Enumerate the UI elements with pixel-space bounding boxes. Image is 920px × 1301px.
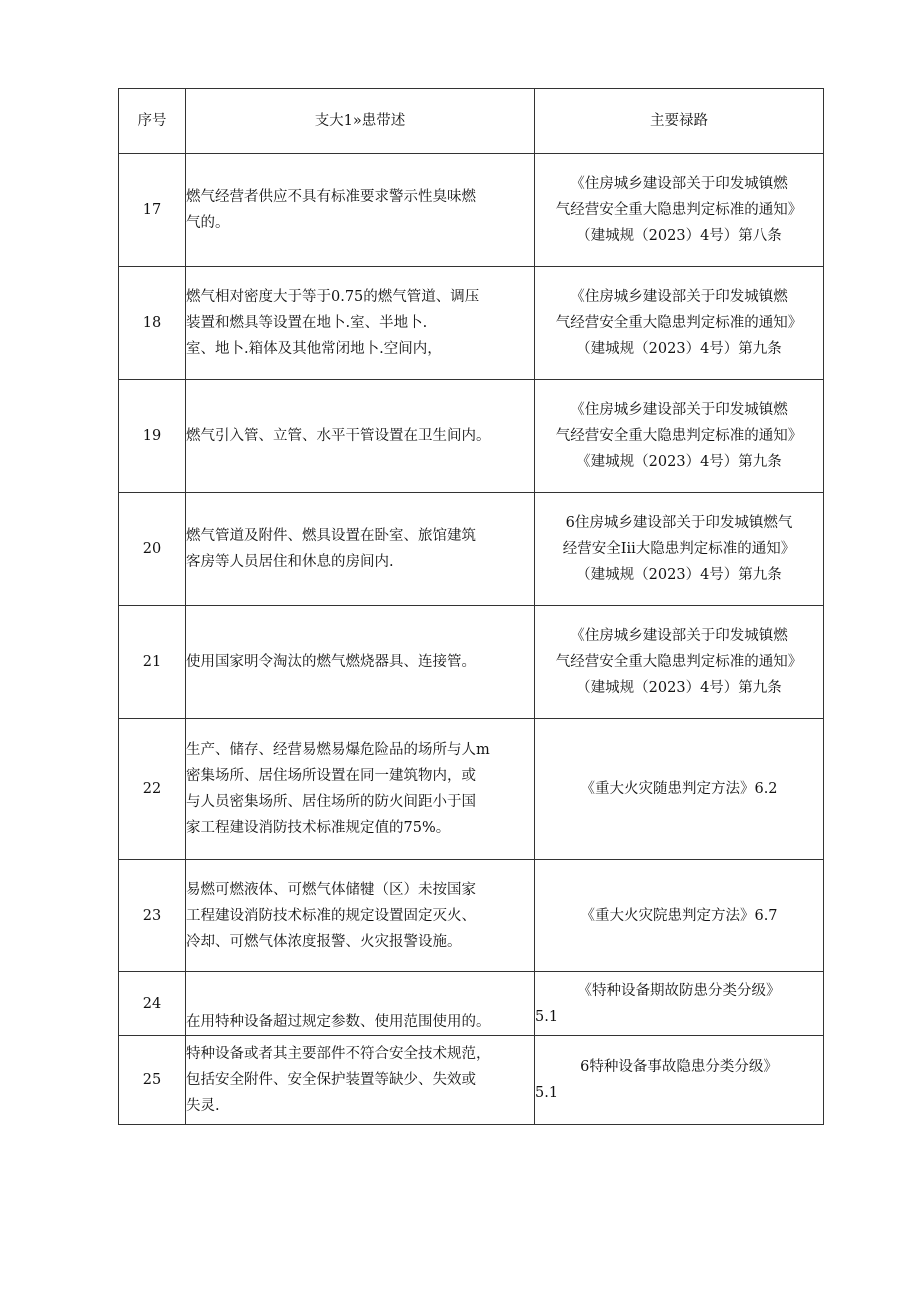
basis-line: 气经营安全重大隐患判定标准的通知》 — [555, 428, 803, 444]
desc-line: 室、地卜.箱体及其他常闭地卜.空间内， — [186, 341, 442, 357]
desc-line: 冷却、可燃气体浓度报警、火灾报警设施。 — [186, 933, 462, 950]
row-no: 25 — [119, 1036, 186, 1125]
row-no: 21 — [119, 606, 186, 719]
basis-line: 经营安全Iii大隐患判定标准的通知》 — [562, 541, 796, 557]
row-basis — [535, 493, 824, 606]
table-row — [119, 972, 824, 1036]
row-no: 20 — [119, 493, 186, 606]
desc-line: 气的。 — [186, 215, 230, 231]
hazard-table — [118, 88, 824, 1125]
desc-line: 燃气管道及附件、燃具设置在卧室、旅馆建筑 — [186, 528, 476, 544]
table-row — [119, 380, 824, 493]
basis-line: 《特种设备期故防患分类分级》 — [577, 982, 781, 999]
row-basis — [535, 154, 824, 267]
basis-line: 6特种设备事故隐患分类分级》 — [580, 1059, 778, 1075]
row-description — [186, 606, 535, 719]
basis-line: 《住房城乡建设部关于印发城镇燃 — [570, 628, 788, 644]
desc-line: 装置和燃具等设置在地卜.室、半地卜. — [186, 315, 428, 331]
basis-line: （建城规（2023）4号）第九条 — [576, 567, 782, 583]
row-no: 19 — [119, 380, 186, 493]
row-basis — [535, 860, 824, 972]
basis-line: 气经营安全重大隐患判定标准的通知》 — [555, 202, 803, 218]
basis-line: （建城规（2023）4号）第九条 — [576, 341, 782, 357]
basis-line: 《重大火灾院患判定方法》6.7 — [580, 907, 778, 924]
basis-line: 《住房城乡建设部关于印发城镇燃 — [570, 176, 788, 192]
row-basis — [535, 972, 824, 1036]
basis-line: （建城规（2023）4号）第九条 — [576, 680, 782, 696]
row-no: 24 — [119, 972, 186, 1036]
desc-line: 易燃可燃液体、可燃气体储犍（区）未按国家 — [186, 881, 476, 898]
basis-line: 气经营安全重大隐患判定标准的通知》 — [555, 654, 803, 670]
basis-line: 《住房城乡建设部关于印发城镇燃 — [570, 402, 788, 418]
row-basis — [535, 1036, 824, 1125]
table-row — [119, 719, 824, 860]
basis-line: （建城规（2023）4号）第八条 — [576, 228, 782, 244]
desc-line: 生产、储存、经营易燃易爆危险品的场所与人m — [186, 742, 490, 758]
table-row — [119, 1036, 824, 1125]
basis-line: 《建城规（2023）4号）第九条 — [576, 454, 782, 470]
basis-line: 5.1 — [535, 1008, 559, 1025]
row-description — [186, 154, 535, 267]
row-basis — [535, 719, 824, 860]
row-description — [186, 493, 535, 606]
row-description — [186, 860, 535, 972]
table-header-row — [119, 89, 824, 154]
header-no: 序号 — [119, 89, 186, 154]
row-description — [186, 719, 535, 860]
basis-line: 5.1 — [535, 1085, 559, 1101]
desc-line: 在用特种设备超过规定参数、使用范围使用的。 — [186, 1014, 491, 1030]
desc-line: 失灵. — [186, 1098, 220, 1114]
table-row — [119, 493, 824, 606]
row-no: 22 — [119, 719, 186, 860]
desc-line: 使用国家明令淘汰的燃气燃烧器具、连接管。 — [186, 654, 476, 670]
desc-line: 包括安全附件、安全保护装置等缺少、失效或 — [186, 1072, 476, 1088]
row-no: 23 — [119, 860, 186, 972]
desc-line: 工程建设消防技术标准的规定设置固定灭火、 — [186, 907, 476, 924]
row-basis — [535, 380, 824, 493]
desc-line: 密集场所、居住场所设置在同一建筑物内，或 — [186, 768, 476, 784]
basis-line: 《重大火灾随患判定方法》6.2 — [580, 781, 778, 797]
desc-line: 家工程建设消防技术标准规定值的75%。 — [186, 820, 451, 836]
row-no: 17 — [119, 154, 186, 267]
desc-line: 特种设备或者其主要部件不符合安全技术规范， — [186, 1046, 491, 1062]
table-row — [119, 606, 824, 719]
basis-line: 6住房城乡建设部关于印发城镇燃气 — [565, 515, 793, 531]
basis-line: 《住房城乡建设部关于印发城镇燃 — [570, 289, 788, 305]
row-basis — [535, 267, 824, 380]
desc-line: 燃气经营者供应不具有标准要求警示性臭味燃 — [186, 189, 476, 205]
desc-line: 燃气引入管、立管、水平干管设置在卫生间内。 — [186, 428, 491, 444]
row-description — [186, 267, 535, 380]
table-row — [119, 267, 824, 380]
table-row — [119, 154, 824, 267]
row-description — [186, 380, 535, 493]
header-basis: 主要禄路 — [535, 89, 824, 154]
desc-line: 与人员密集场所、居住场所的防火间距小于国 — [186, 794, 476, 810]
row-basis — [535, 606, 824, 719]
desc-line: 燃气相对密度大于等于0.75的燃气管道、调压 — [186, 289, 480, 305]
basis-line: 气经营安全重大隐患判定标准的通知》 — [555, 315, 803, 331]
table-row — [119, 860, 824, 972]
header-description: 支大1»患带述 — [186, 89, 535, 154]
row-description — [186, 972, 535, 1036]
row-description — [186, 1036, 535, 1125]
desc-line: 客房等人员居住和休息的房间内. — [186, 554, 394, 570]
row-no: 18 — [119, 267, 186, 380]
